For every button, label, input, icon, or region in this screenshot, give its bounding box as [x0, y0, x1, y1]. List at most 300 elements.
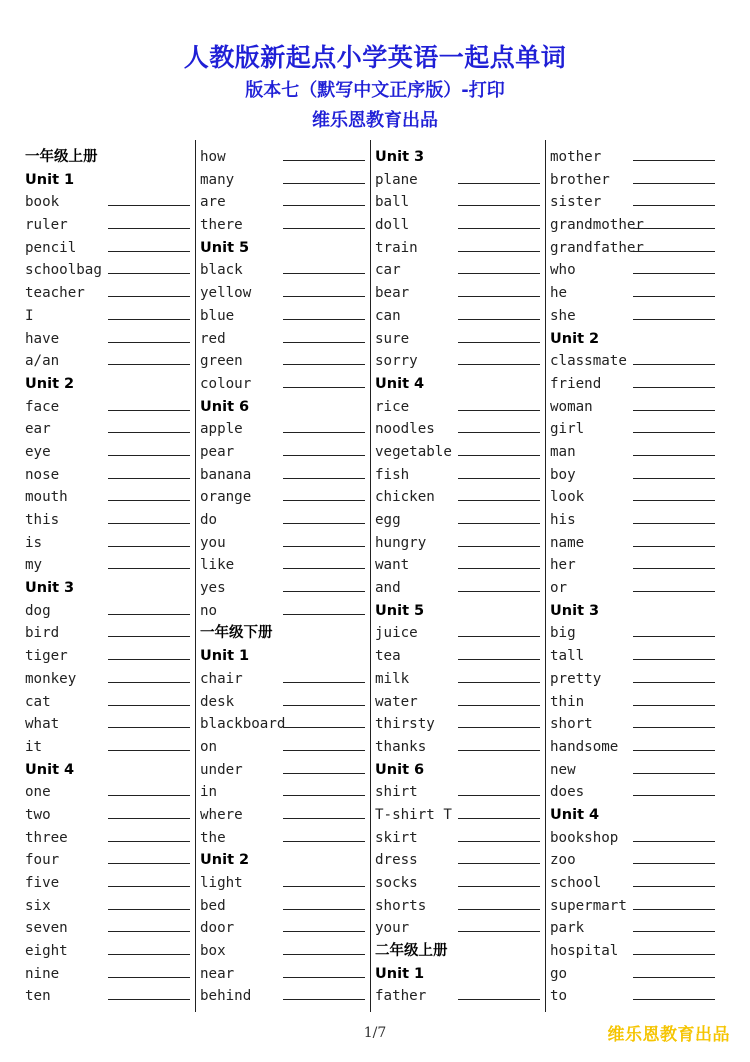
english-word: box	[200, 943, 226, 960]
answer-blank	[458, 863, 540, 864]
english-word: shorts	[375, 897, 427, 914]
english-word: name	[550, 534, 585, 551]
english-word: dog	[25, 602, 51, 619]
word-row	[550, 213, 720, 236]
english-word: are	[200, 194, 226, 211]
english-word: socks	[375, 875, 418, 891]
answer-blank	[108, 523, 190, 524]
answer-blank	[633, 795, 715, 796]
english-word: seven	[25, 920, 68, 937]
word-row	[25, 440, 195, 463]
answer-blank	[108, 727, 190, 728]
word-row	[200, 508, 370, 531]
answer-blank	[633, 546, 715, 547]
word-row	[200, 304, 370, 327]
english-word: egg	[375, 512, 401, 528]
english-word: ear	[25, 421, 51, 438]
watermark-logo: 维乐恩教育出品	[607, 1025, 730, 1045]
answer-blank	[458, 931, 540, 932]
answer-blank	[458, 410, 540, 411]
english-word: chicken	[375, 489, 435, 506]
answer-blank	[633, 183, 715, 184]
answer-blank	[108, 478, 190, 479]
english-word: father	[375, 988, 427, 1005]
english-word: skirt	[375, 829, 418, 846]
english-word: the	[200, 829, 226, 846]
word-row	[25, 826, 195, 849]
english-word: thanks	[375, 738, 427, 755]
answer-blank	[283, 455, 365, 456]
section-heading-text: Unit 2	[25, 375, 75, 392]
word-row	[200, 599, 370, 622]
word-row	[550, 780, 720, 803]
english-word: big	[550, 625, 576, 642]
section-heading	[25, 168, 195, 191]
english-word: man	[550, 443, 576, 460]
section-heading	[25, 145, 195, 168]
english-word: no	[200, 602, 218, 619]
section-heading	[25, 576, 195, 599]
answer-blank	[283, 909, 365, 910]
word-row	[200, 145, 370, 168]
column-divider	[195, 140, 196, 1012]
english-word: bed	[200, 897, 226, 914]
english-word: nose	[25, 466, 60, 483]
english-word: he	[550, 285, 568, 302]
english-word: plane	[375, 171, 418, 188]
english-word: handsome	[550, 738, 619, 755]
english-word: face	[25, 398, 60, 415]
word-row	[550, 621, 720, 644]
word-row	[550, 894, 720, 917]
word-row	[25, 690, 195, 713]
word-row	[200, 667, 370, 690]
english-word: hospital	[550, 943, 619, 960]
answer-blank	[283, 591, 365, 592]
word-row	[550, 553, 720, 576]
answer-blank	[633, 296, 715, 297]
english-word: rice	[375, 398, 410, 415]
answer-blank	[633, 478, 715, 479]
answer-blank	[633, 568, 715, 569]
answer-blank	[633, 659, 715, 660]
word-row	[200, 531, 370, 554]
english-word: mouth	[25, 489, 68, 506]
answer-blank	[458, 886, 540, 887]
answer-blank	[633, 931, 715, 932]
english-word: girl	[550, 421, 585, 438]
english-word: to	[550, 988, 568, 1005]
answer-blank	[458, 432, 540, 433]
english-word: one	[25, 784, 51, 801]
word-row	[550, 644, 720, 667]
answer-blank	[283, 773, 365, 774]
word-row	[200, 690, 370, 713]
word-row	[25, 939, 195, 962]
answer-blank	[458, 183, 540, 184]
section-heading	[550, 803, 720, 826]
word-row	[550, 962, 720, 985]
english-word: in	[200, 784, 218, 801]
answer-blank	[108, 999, 190, 1000]
answer-blank	[283, 818, 365, 819]
answer-blank	[108, 886, 190, 887]
answer-blank	[108, 682, 190, 683]
word-row	[375, 485, 545, 508]
answer-blank	[458, 319, 540, 320]
word-row	[550, 258, 720, 281]
section-heading	[200, 621, 370, 644]
word-row	[375, 190, 545, 213]
english-word: bear	[375, 285, 410, 302]
english-word: new	[550, 761, 576, 778]
answer-blank	[458, 296, 540, 297]
answer-blank	[633, 750, 715, 751]
english-word: black	[200, 262, 243, 279]
answer-blank	[108, 546, 190, 547]
section-heading	[200, 848, 370, 871]
word-row	[25, 871, 195, 894]
word-row	[550, 281, 720, 304]
answer-blank	[633, 863, 715, 864]
answer-blank	[108, 205, 190, 206]
section-heading-text: Unit 2	[200, 852, 250, 869]
answer-blank	[458, 750, 540, 751]
answer-blank	[283, 682, 365, 683]
answer-blank	[283, 205, 365, 206]
section-heading-text: Unit 5	[375, 602, 425, 619]
english-word: her	[550, 557, 576, 574]
section-heading-text: 一年级上册	[25, 149, 98, 165]
answer-blank	[458, 546, 540, 547]
answer-blank	[633, 591, 715, 592]
section-heading	[375, 939, 545, 962]
english-word: three	[25, 829, 68, 846]
word-row	[200, 485, 370, 508]
word-row	[25, 281, 195, 304]
word-row	[25, 599, 195, 622]
word-row	[25, 962, 195, 985]
word-column-3	[375, 145, 545, 1007]
word-row	[550, 690, 720, 713]
english-word: blue	[200, 307, 235, 324]
section-heading	[375, 758, 545, 781]
english-word: colour	[200, 375, 252, 392]
column-divider	[370, 140, 371, 1012]
answer-blank	[108, 750, 190, 751]
word-row	[200, 712, 370, 735]
answer-blank	[633, 228, 715, 229]
english-word: door	[200, 920, 235, 937]
answer-blank	[283, 296, 365, 297]
answer-blank	[108, 614, 190, 615]
answer-blank	[633, 410, 715, 411]
answer-blank	[633, 909, 715, 910]
word-row	[200, 916, 370, 939]
answer-blank	[283, 727, 365, 728]
english-word: schoolbag	[25, 262, 102, 279]
english-word: thin	[550, 693, 585, 710]
answer-blank	[633, 682, 715, 683]
english-word: cat	[25, 693, 51, 710]
section-heading	[200, 644, 370, 667]
english-word: your	[375, 920, 410, 937]
english-word: you	[200, 534, 226, 551]
english-word: behind	[200, 988, 252, 1005]
answer-blank	[458, 568, 540, 569]
answer-blank	[458, 364, 540, 365]
section-heading	[200, 395, 370, 418]
english-word: juice	[375, 625, 418, 642]
english-word: noodles	[375, 421, 435, 438]
english-word: on	[200, 738, 218, 755]
word-row	[550, 735, 720, 758]
page-subtitle: 版本七（默写中文正序版）-打印	[245, 80, 505, 101]
answer-blank	[108, 410, 190, 411]
section-heading	[550, 327, 720, 350]
word-row	[25, 848, 195, 871]
word-row	[25, 485, 195, 508]
answer-blank	[283, 886, 365, 887]
word-row	[200, 894, 370, 917]
word-row	[375, 236, 545, 259]
word-row	[550, 758, 720, 781]
english-word: grandmother	[550, 217, 644, 234]
word-row	[200, 735, 370, 758]
english-word: can	[375, 307, 401, 324]
answer-blank	[283, 364, 365, 365]
word-row	[25, 894, 195, 917]
answer-blank	[108, 500, 190, 501]
english-word: near	[200, 965, 235, 982]
english-word: ball	[375, 194, 410, 211]
answer-blank	[283, 795, 365, 796]
section-heading-text: Unit 1	[375, 965, 425, 982]
word-row	[25, 304, 195, 327]
answer-blank	[283, 273, 365, 274]
word-row	[375, 508, 545, 531]
answer-blank	[458, 999, 540, 1000]
word-row	[25, 735, 195, 758]
english-word: pretty	[550, 670, 602, 687]
word-row	[375, 848, 545, 871]
section-heading	[375, 962, 545, 985]
answer-blank	[633, 999, 715, 1000]
section-heading-text: 二年级上册	[375, 943, 448, 960]
english-word: my	[25, 557, 43, 574]
word-row	[200, 939, 370, 962]
word-row	[375, 690, 545, 713]
answer-blank	[283, 954, 365, 955]
english-word: five	[25, 875, 60, 891]
english-word: she	[550, 307, 576, 324]
answer-blank	[458, 682, 540, 683]
english-word: water	[375, 693, 418, 710]
answer-blank	[458, 205, 540, 206]
word-row	[25, 916, 195, 939]
word-row	[200, 962, 370, 985]
answer-blank	[633, 160, 715, 161]
answer-blank	[458, 500, 540, 501]
word-row	[375, 735, 545, 758]
section-heading-text: Unit 5	[200, 239, 250, 256]
english-word: six	[25, 897, 51, 914]
english-word: two	[25, 806, 51, 823]
word-row	[375, 576, 545, 599]
answer-blank	[458, 251, 540, 252]
english-word: train	[375, 239, 418, 256]
english-word: pear	[200, 443, 235, 460]
word-row	[200, 553, 370, 576]
answer-blank	[283, 841, 365, 842]
word-row	[25, 213, 195, 236]
word-row	[25, 644, 195, 667]
word-row	[375, 213, 545, 236]
word-row	[375, 417, 545, 440]
answer-blank	[283, 500, 365, 501]
english-word: I	[25, 307, 34, 324]
answer-blank	[108, 228, 190, 229]
english-word: fish	[375, 466, 410, 483]
word-row	[200, 213, 370, 236]
section-heading	[375, 599, 545, 622]
word-row	[200, 576, 370, 599]
section-heading-text: 一年级下册	[200, 625, 273, 642]
section-heading-text: Unit 1	[200, 648, 250, 665]
word-row	[25, 327, 195, 350]
answer-blank	[458, 636, 540, 637]
answer-blank	[108, 954, 190, 955]
word-row	[200, 168, 370, 191]
header	[0, 40, 750, 136]
word-row	[550, 145, 720, 168]
section-heading-text: Unit 4	[550, 806, 600, 823]
section-heading	[550, 599, 720, 622]
answer-blank	[108, 319, 190, 320]
word-row	[200, 190, 370, 213]
english-word: mother	[550, 149, 602, 165]
english-word: does	[550, 784, 585, 801]
word-row	[25, 667, 195, 690]
english-word: want	[375, 557, 410, 574]
word-row	[550, 848, 720, 871]
english-word: bookshop	[550, 829, 619, 846]
answer-blank	[458, 705, 540, 706]
word-row	[375, 984, 545, 1007]
english-word: a/an	[25, 353, 60, 370]
english-word: sure	[375, 330, 410, 347]
answer-blank	[283, 478, 365, 479]
english-word: or	[550, 580, 568, 597]
word-row	[550, 667, 720, 690]
english-word: tea	[375, 648, 401, 665]
answer-blank	[283, 432, 365, 433]
answer-blank	[458, 523, 540, 524]
answer-blank	[633, 727, 715, 728]
word-row	[550, 508, 720, 531]
word-column-4	[550, 145, 720, 1007]
word-row	[200, 327, 370, 350]
answer-blank	[633, 364, 715, 365]
english-word: T-shirt T	[375, 806, 452, 823]
word-row	[550, 304, 720, 327]
word-column-2	[200, 145, 370, 1007]
answer-blank	[633, 251, 715, 252]
answer-blank	[633, 319, 715, 320]
english-word: orange	[200, 489, 252, 506]
page-title: 人教版新起点小学英语一起点单词	[183, 43, 567, 72]
word-row	[550, 372, 720, 395]
answer-blank	[458, 659, 540, 660]
word-row	[200, 826, 370, 849]
answer-blank	[633, 636, 715, 637]
word-row	[25, 236, 195, 259]
word-row	[375, 281, 545, 304]
section-heading-text: Unit 3	[550, 602, 600, 619]
english-word: how	[200, 149, 226, 165]
answer-blank	[458, 727, 540, 728]
section-heading-text: Unit 4	[25, 761, 75, 778]
answer-blank	[283, 614, 365, 615]
english-word: four	[25, 852, 60, 869]
word-row	[25, 190, 195, 213]
word-row	[550, 984, 720, 1007]
english-word: ten	[25, 988, 51, 1005]
english-word: eye	[25, 443, 51, 460]
answer-blank	[283, 342, 365, 343]
answer-blank	[108, 863, 190, 864]
english-word: banana	[200, 466, 252, 483]
word-row	[550, 440, 720, 463]
word-row	[200, 349, 370, 372]
english-word: boy	[550, 466, 576, 483]
english-word: is	[25, 534, 43, 551]
english-word: light	[200, 875, 243, 891]
answer-blank	[458, 591, 540, 592]
answer-blank	[283, 183, 365, 184]
english-word: thirsty	[375, 716, 435, 733]
word-row	[200, 417, 370, 440]
word-row	[375, 349, 545, 372]
word-row	[550, 463, 720, 486]
answer-blank	[633, 841, 715, 842]
answer-blank	[108, 659, 190, 660]
english-word: vegetable	[375, 443, 452, 460]
answer-blank	[108, 705, 190, 706]
english-word: grandfather	[550, 239, 644, 256]
answer-blank	[108, 432, 190, 433]
answer-blank	[633, 773, 715, 774]
answer-blank	[283, 387, 365, 388]
word-row	[375, 644, 545, 667]
english-word: short	[550, 716, 593, 733]
english-word: yellow	[200, 285, 252, 302]
word-row	[375, 168, 545, 191]
english-word: do	[200, 512, 218, 528]
section-heading-text: Unit 1	[25, 171, 75, 188]
english-word: green	[200, 353, 243, 370]
english-word: ruler	[25, 217, 68, 234]
answer-blank	[108, 455, 190, 456]
english-word: and	[375, 580, 401, 597]
english-word: school	[550, 875, 602, 891]
answer-blank	[283, 546, 365, 547]
english-word: nine	[25, 965, 60, 982]
word-row	[25, 349, 195, 372]
word-row	[375, 803, 545, 826]
word-row	[375, 463, 545, 486]
word-row	[550, 939, 720, 962]
